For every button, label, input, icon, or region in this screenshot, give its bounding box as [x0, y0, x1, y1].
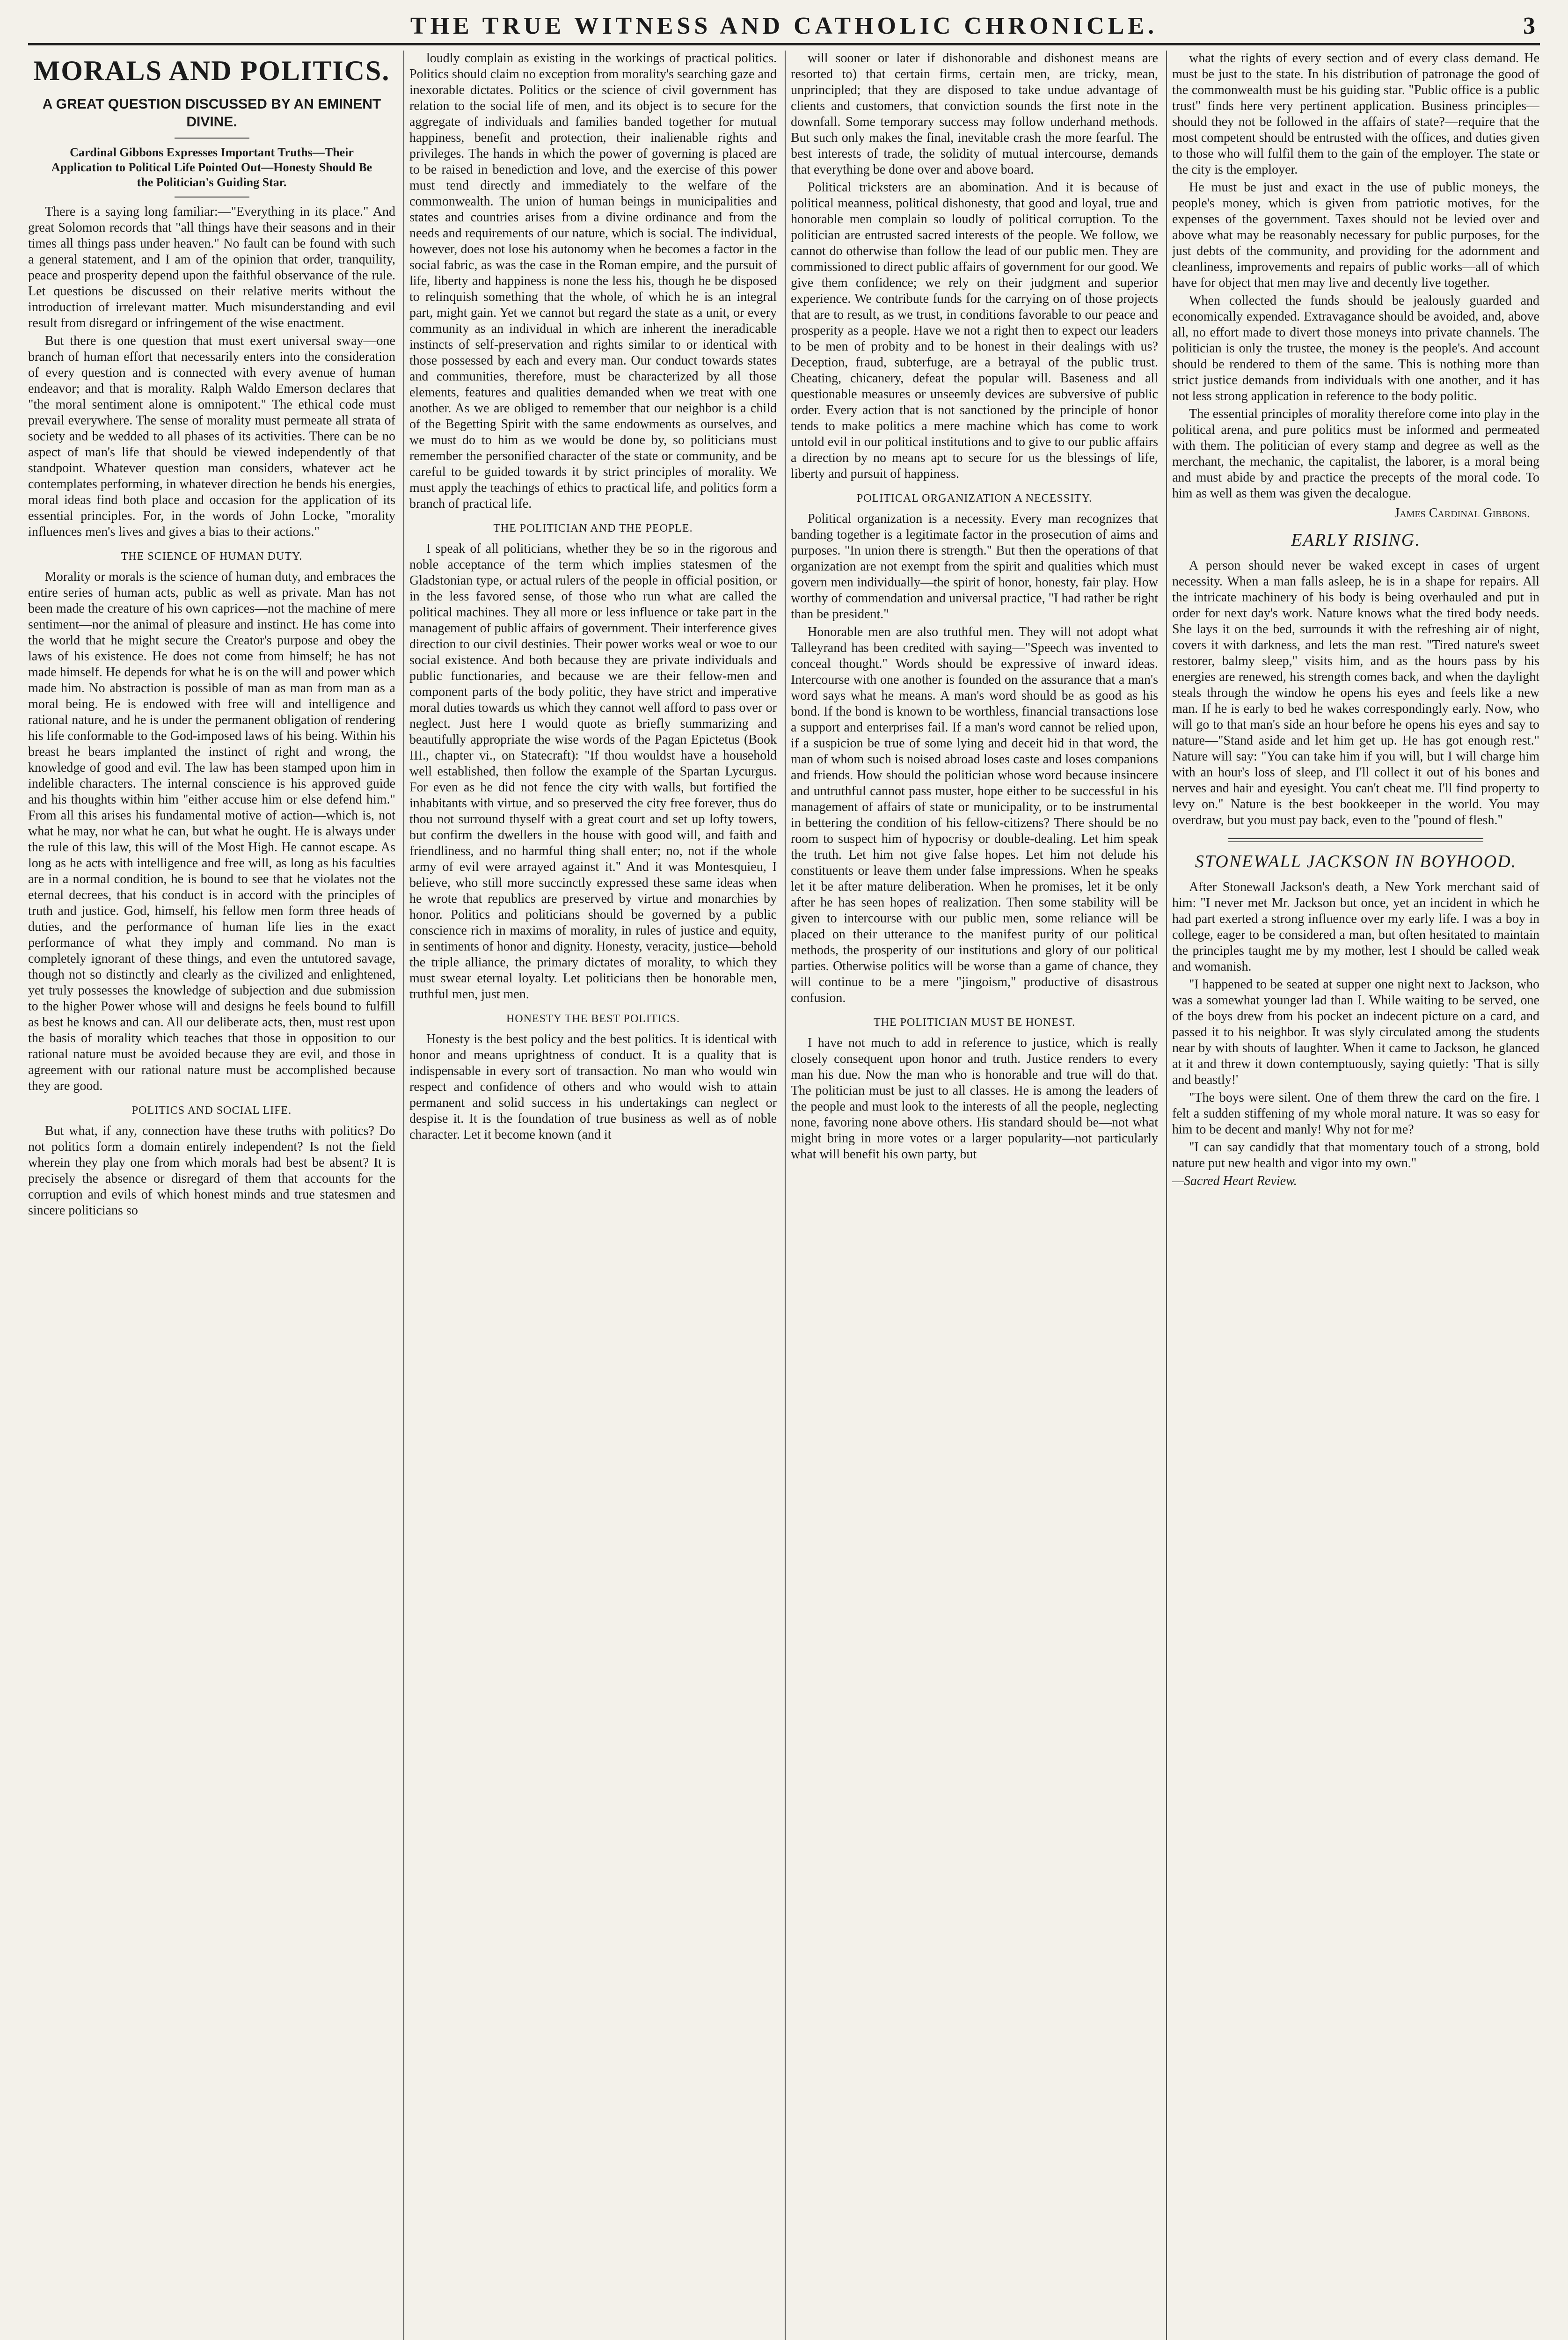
paragraph: After Stonewall Jackson's death, a New York merchant said of him: "I never met Mr. Jackson but once, yet an incident in which he had part exerted a strong influence over my early life. I was a boy in college, eager to be considered a man, but often hesitated to maintain the principles taught me by my mother, lest I should be called weak and womanish.	[1172, 880, 1539, 974]
column-1	[28, 51, 395, 2340]
divider	[175, 138, 249, 139]
paragraph: Honesty is the best policy and the best politics. It is identical with honor and means uprightness of conduct. It is a quality that is indispensable in every sort of transaction. No man who would win respect and confidence of others and who would wish to attain permanent and solid success in his undertakings can neglect or despise it. It is the foundation of true business as well as of noble character. Let it become known (and it	[409, 1032, 777, 1142]
column-rule	[403, 51, 404, 2340]
paragraph: will sooner or later if dishonorable and dishonest means are resorted to) that certain firms, certain men, are tricky, mean, unprincipled; that they are disposed to take undue advantage of clients and customers, that conviction sounds the first note in the downfall. Some temporary success may follow underhand methods. But such only makes the final, inevitable crash the more fearful. The best interests of trade, the solidity of mutual intercourse, demands that everything be done over and above board.	[791, 51, 1158, 177]
paragraph: There is a saying long familiar:—"Everything in its place." And great Solomon records that "all things have their seasons and in their times all things pass under heaven." No fault can be found with such a general statement, and I am of the opinion that order, tranquility, peace and prosperity depend upon the faithful observance of the rule. Let questions be discussed on their relative merits without the introduction of irrelevant matter. Much misunderstanding and evil result from disregard or infringement of the wise enactment.	[28, 205, 395, 330]
masthead	[28, 10, 1540, 45]
paragraph: But there is one question that must exert universal sway—one branch of human effort that necessarily enters into the consideration of every question and is connected with every avenue of human endeavor; and that is morality. Ralph Waldo Emerson declares that "the moral sentiment alone is omnipotent." The ethical code must prevail everywhere. The sense of morality must permeate all strata of society and be wedded to all phases of its activities. There can be no aspect of man's life that should be viewed independently of that standpoint. Whatever question man considers, whatever act he contemplates performing, in whatever direction he bends his energies, moral ideas find both place and occasion for the application of its essential principles. For, in the words of John Locke, "morality influences men's lives and gives a bias to their actions."	[28, 334, 395, 539]
paragraph: When collected the funds should be jealously guarded and economically expended. Extravagance should be avoided, and, above all, no effort made to divert those moneys into private channels. The politician is only the trustee, the money is the people's. And account should be rendered to them of the same. This is nothing more than strict justice demands from individuals with one another, and it has not less strong application in reference to the body politic.	[1172, 293, 1539, 403]
masthead-title: THE TRUE WITNESS AND CATHOLIC CHRONICLE.	[410, 13, 1158, 39]
section-subhead: THE POLITICIAN AND THE PEOPLE.	[493, 522, 693, 534]
paragraph: Political organization is a necessity. Every man recognizes that banding together is a legitimate factor in the prosecution of aims and purposes. "In union there is strength." But then the operations of that organization are not exempt from the spirit and qualities which must govern men individually—the spirit of honor, honesty, fair play. How worthy of commendation and universal practice, "I had rather be right than be president."	[791, 512, 1158, 622]
paragraph: But what, if any, connection have these truths with politics? Do not politics form a domain entirely independent? Is not the field wherein they play one from which morals had best be absent? It is precisely the absence or disregard of them that accounts for the corruption and evils of which honest minds and true statesmen and sincere politicians so	[28, 1124, 395, 1218]
paragraph: He must be just and exact in the use of public moneys, the people's money, which is given from patriotic motives, for the expenses of the government. Taxes should not be levied over and above what may be reasonably necessary for public purposes, for the just debts of the community, and providing for the adornment and cleanliness, improvements and repairs of public works—all of which have for object that men may live and decently live together.	[1172, 180, 1539, 290]
section-subhead: THE SCIENCE OF HUMAN DUTY.	[121, 550, 303, 563]
paragraph: "I can say candidly that that momentary touch of a strong, bold nature put new health and vigor into my own."	[1172, 1140, 1539, 1170]
page-number: 3	[1523, 13, 1535, 39]
article-subdeck: Cardinal Gibbons Expresses Important Truths—Their Application to Political Life Pointed Out—Honesty Should Be the Politician's Guiding Star.	[51, 146, 372, 189]
source-credit: —Sacred Heart Review.	[1172, 1174, 1297, 1188]
section-subhead: POLITICAL ORGANIZATION A NECESSITY.	[857, 492, 1092, 505]
column-rule	[785, 51, 786, 2340]
paragraph: Honorable men are also truthful men. They will not adopt what Talleyrand has been credited with saying—"Speech was invented to conceal thought." Words should be expressive of inward ideas. Intercourse with one another is founded on the assurance that a man's word says what he means. A man's word should be as good as his bond. If the bond is known to be worthless, financial transactions lose a support and enterprises fail. If a man's word cannot be relied upon, if a suspicion be true of some lying and deceit hid in that word, the man of whom such is noised abroad loses caste and loses companions and friends. How should the politician whose word because insincere and untruthful cannot pass muster, hope either to be successful in his management of affairs of state or municipality, or to be instrumental in bettering the condition of his fellow-citizens? There should be no room to suspect him of hypocrisy or double-dealing. Let him speak the truth. Let him not give false hopes. Let him not delude his constituents or leave them under false impressions. When he speaks let it be after mature deliberation. When he promises, let it be only after he has seen hopes of realization. Then some stability will be given to intercourse with our public men, some reliance will be placed on their utterance to the manifest purity of our political methods, the prosperity of our institutions and glory of our political parties. Otherwise politics will be worse than a game of chance, they will continue to be a mere "jingoism," productive of disastrous confusion.	[791, 625, 1158, 1005]
paragraph: loudly complain as existing in the workings of practical politics. Politics should claim no exception from morality's searching gaze and inexorable dictates. Politics or the science of civil government has relation to the social life of men, and its object is to secure for the aggregate of individuals and families banded together for mutual happiness, benefit and protection, their inalienable rights and privileges. The hands in which the power of governing is placed are to be raised in benediction and love, and the exercise of this power must tend directly and immediately to the welfare of the commonwealth. The union of human beings in municipalities and states and countries arises from a divine ordinance and from the needs and requirements of our nature, which is social. The individual, however, does not lose his autonomy when he becomes a factor in the social fabric, as was the case in the Roman empire, and the pursuit of life, liberty and happiness is none the less his, though he be disposed to relinquish something that the whole, of which he is an integral part, might gain. Yet we cannot but regard the state as a unit, or every community as an individual in which are inherent the ineradicable instincts of self-preservation and rights similar to or identical with those possessed by each and every man. Our conduct towards states and communities, therefore, must be characterized by all those elements, features and qualities demanded when we treat with one another. As we are obliged to remember that our neighbor is a child of the Begetting Spirit with the same endowments as ourselves, and we must do to him as we would be done by, so politicians must remember the personified character of the state or community, and be careful to be guided towards it by strict principles of morality. We must apply the teachings of ethics to practical life, and politics form a branch of practical life.	[409, 51, 777, 511]
column-2	[409, 51, 777, 2340]
section-subhead: THE POLITICIAN MUST BE HONEST.	[873, 1016, 1076, 1029]
paragraph: Political tricksters are an abomination. And it is because of political meanness, political dishonesty, that good and loyal, true and honorable men complain so loudly of political corruption. To the politician are entrusted sacred interests of the people. We follow, we cannot do otherwise than follow the lead of our public men. They are commissioned to direct public affairs of government for our good. We give them confidence; we rely on their judgment and superior experience. We contribute funds for the carrying on of those projects that are to result, as we trust, in conditions favorable to our peace and prosperity as a people. Have we not a right then to expect our leaders to be men of probity and to be honest in their dealings with us? Deception, fraud, subterfuge, are a betrayal of the public trust. Cheating, chicanery, defeat the popular will. Baseness and all questionable measures or unseemly devices are subversive of public order. Every action that is not sanctioned by the principle of honor tends to make politics a mere machine which has come to work untold evil in our political institutions and to give to our public affairs a direction by no means apt to secure for us the blessings of life, liberty and pursuit of happiness.	[791, 180, 1158, 481]
paragraph: A person should never be waked except in cases of urgent necessity. When a man falls asleep, he is in a shape for repairs. All the intricate machinery of his body is being overhauled and put in order for next day's work. Nature knows what the tired body needs. She lays it on the bed, surrounds it with the refreshing air of night, covers it with darkness, and lets the man rest. "Tired nature's sweet restorer, balmy sleep," visits him, and as the hours pass by his energies are renewed, his strength comes back, and when the daylight steals through the window he opens his eyes and feels like a new man. If he is early to bed he wakes correspondingly early. Now, who will go to that man's side an hour before he opens his eyes and say to nature—"Stand aside and let him get up. He has got enough rest." Nature will say: "You can take him if you will, but I will charge him with an hour's loss of sleep, and I'll collect it out of his bones and nerves and hair and eyesight. You can't cheat me. I'll find property to levy on." Nature is the best bookkeeper in the world. You may overdraw, but you must pay back, even to the "pound of flesh."	[1172, 558, 1539, 827]
paragraph: I speak of all politicians, whether they be so in the rigorous and noble acceptance of the term which implies statesmen of the Gladstonian type, or actual rulers of the people in official position, or in the less favored sense, of those who run what are called the political machines. They all more or less influence or take part in the management of public affairs of government. Their interference gives direction to our civil destinies. Their power works weal or woe to our social existence. And both because they are private individuals and public functionaries, and because we are their fellow-men and component parts of the body politic, they have strict and imperative moral duties towards us which they cannot well afford to pass over or neglect. Just here I would quote as briefly summarizing and beautifully appropriate the wise words of the Pagan Epictetus (Book III., chapter vi., on Statecraft): "If thou wouldst have a household well established, then follow the example of the Spartan Lycurgus. For even as he did not fence the city with walls, but fortified the inhabitants with virtue, and so preserved the city free forever, thus do thou not surround thyself with a great court and set up lofty towers, but confirm the dwellers in the house with good will, and faith and friendliness, and no harmful thing shall enter; no, not if the whole army of evil were arrayed against it." And it was Montesquieu, I believe, who still more succinctly expressed these same ideas when he wrote that republics are preserved by virtue and monarchies by honor. Politics and politicians should be governed by a public conscience rich in maxims of morality, in rules of justice and equity, in sentiments of honor and dignity. Honesty, veracity, justice—behold the triple alliance, the primary dictates of morality, to which they must swear eternal loyalty. Let politicians then be honorable men, truthful men, just men.	[409, 541, 777, 1002]
paragraph: "The boys were silent. One of them threw the card on the fire. I felt a sudden stiffening of my whole moral nature. It was so easy for him to be decent and manly! Why not for me?	[1172, 1090, 1539, 1137]
section-subhead: HONESTY THE BEST POLITICS.	[506, 1013, 680, 1025]
article-headline: MORALS AND POLITICS.	[33, 55, 390, 86]
paragraph: The essential principles of morality therefore come into play in the political arena, and pure politics must be informed and permeated with them. The politician of every stamp and degree as well as the merchant, the mechanic, the capitalist, the laborer, is a moral being and must abide by and practice the precepts of the moral code. To him as well as them was given the decalogue.	[1172, 407, 1539, 501]
paragraph: I have not much to add in reference to justice, which is really closely consequent upon honor and truth. Justice renders to every man his due. Now the man who is honorable and true will do that. The politician must be just to all classes. He is among the leaders of the people and must look to the interests of all the people, neglecting none, favoring none above others. His standard should be—not what might bring in more votes or a larger popularity—not particularly what will benefit his own party, but	[791, 1036, 1158, 1162]
paragraph: "I happened to be seated at supper one night next to Jackson, who was a somewhat younger lad than I. While waiting to be served, one of the boys drew from his pocket an indecent picture on a card, and passed it to his neighbor. It was slyly circulated among the students near by with shouts of laughter. When it came to Jackson, he glanced at it and threw it down contemptuously, saying quietly: 'That is silly and beastly!'	[1172, 977, 1539, 1087]
paragraph: what the rights of every section and of every class demand. He must be just to the state. In his distribution of patronage the good of the commonwealth must be his guiding star. "Public office is a public trust" finds here very pertinent application. Business principles—should they not be followed in the affairs of state?—require that the most competent should be entrusted with the offices, and duties given to those who will fulfil them to the gain of the employer. The state or the city is the employer.	[1172, 51, 1539, 177]
article-title-stonewall-jackson: STONEWALL JACKSON IN BOYHOOD.	[1195, 852, 1517, 871]
section-subhead: POLITICS AND SOCIAL LIFE.	[131, 1104, 292, 1117]
author-signature: James Cardinal Gibbons.	[1394, 506, 1530, 520]
article-title-early-rising: EARLY RISING.	[1291, 530, 1421, 550]
column-4	[1172, 51, 1539, 2340]
column-3	[791, 51, 1158, 2340]
divider	[1228, 838, 1483, 842]
column-rule	[1166, 51, 1167, 2340]
article-deck: A GREAT QUESTION DISCUSSED BY AN EMINENT DIVINE.	[42, 96, 381, 130]
paragraph: Morality or morals is the science of human duty, and embraces the entire series of human acts, public as well as private. Man has not been made the creature of his own caprices—not the machine of mere sentiment—nor the animal of pleasure and instinct. He has come into the world that he might secure the Creator's purpose and obey the laws of his existence. He does not come from himself; he has not made himself. He depends for what he is on the will and power which made him. No abstraction is possible of man as man from man as a moral being. He is endowed with free will and intelligence and rational nature, and he is under the permanent obligation of rendering his life conformable to the God-imposed laws of his being. Within his breast he bears implanted the instinct of right and wrong, the knowledge of good and evil. The law has been stamped upon him in indelible characters. The internal conscience is his approved guide and his thoughts within him "either accuse him or else defend him." From all this arises his fundamental motive of action—which is, not what he may, nor what he can, but what he ought. He is always under the rule of this law, this will of the Most High. He cannot escape. As long as he acts with intelligence and free will, as long as his faculties are in a normal condition, he is bound to see that he violates not the eternal decrees, that his conduct is in accord with the principles of truth and justice. God, himself, his fellow men form three heads of duties, and the performance of human life lies in the exact performance of what they imply and command. No man is completely ignorant of these things, and even the untutored savage, though not so distinctly and clearly as the civilized and enlightened, yet truly possesses the knowledge of subjection and due submission to the higher Power whose will and designs he feels bound to fulfill as best he knows and can. All our deliberate acts, then, must rest upon the basis of morality which teaches that those in opposition to our rational nature must be avoided because they are evil, and those in agreement with our rational nature must be accomplished because they are good.	[28, 570, 395, 1093]
